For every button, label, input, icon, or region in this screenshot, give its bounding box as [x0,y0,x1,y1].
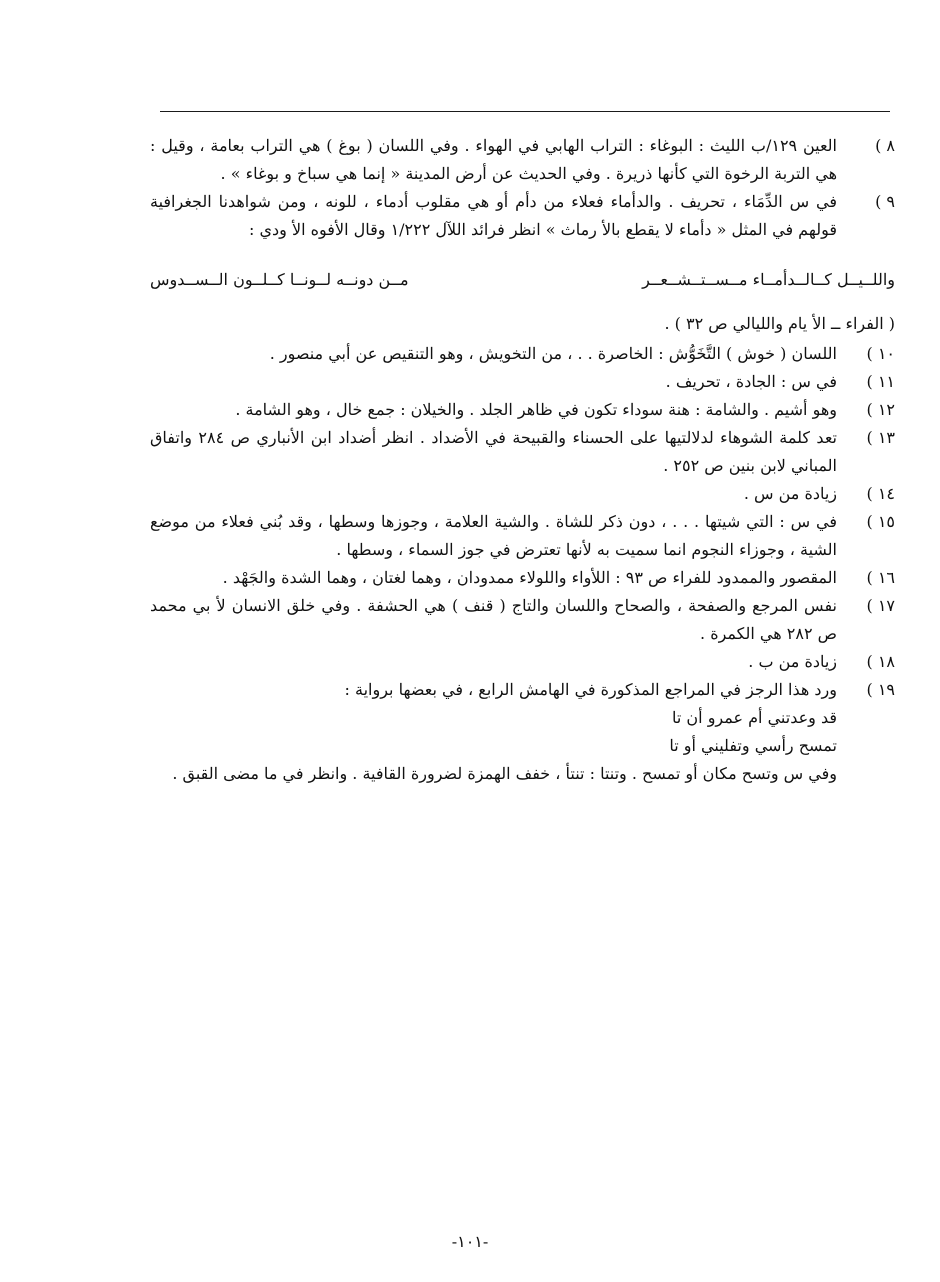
footnote-number: ١٠ ) [866,344,895,363]
footnote-text: في س : الجادة ، تحريف . [665,372,837,391]
footnote [150,424,895,480]
footnote-number: ١١ ) [866,372,895,391]
footnote-number: ١٥ ) [866,512,895,531]
footnote-text: العين ١٢٩/ب الليث : البوغاء : التراب الهابي في الهواء . وفي اللسان ( بوغ ) هي التراب بعامة ، وقيل : هي التربة الرخوة التي كأنها ذريرة . وفي الحديث عن أرض المدينة « إنما هي سباخ و بوغاء » . [150,136,838,183]
footnote-text: ورد هذا الرجز في المراجع المذكورة في الهامش الرابع ، في بعضها برواية : [344,680,837,699]
footnote [150,508,895,564]
footnote-number: ١٨ ) [866,652,895,671]
footnote [150,188,895,244]
verse-hemistich-first: واللــيــل كــالــدأمــاء مــســتــشــعــر [642,270,895,289]
footnote [150,564,895,592]
header-rule [160,111,890,112]
footnote-number: ١٣ ) [866,428,895,447]
footnote [150,132,895,188]
footnote-text: في س : التي شيتها . . . ، دون ذكر للشاة . والشية العلامة ، وجوزها وسطها ، وقد بُني فعلاء من موضع الشية ، وجوزاء النجوم انما سميت به لأنها تعترض في جوز السماء ، وسطها . [150,512,837,559]
footnote-text: في س الدِّمَاء ، تحريف . والدأماء فعلاء من دأم أو هي مقلوب أدماء ، للونه ، ومن شواهدنا الجغرافية قولهم في المثل « دأماء لا يقطع بالأ رماث » انظر فرائد اللآل ١/٢٢٢ وقال الأفوه الأ ودي : [150,192,837,239]
footnote-text: وهو أشيم . والشامة : هنة سوداء تكون في ظاهر الجلد . والخيلان : جمع خال ، وهو الشامة . [235,400,837,419]
footnote [150,396,895,424]
footnotes [150,132,895,788]
verse [150,266,895,294]
footnote [150,592,895,648]
footnote-text: اللسان ( خوش ) التَّخَوُّش : الخاصرة . . ، من التخويش ، وهو التنقيص عن أبي منصور . [269,344,837,363]
footnote-number: ١٤ ) [866,484,895,503]
footnote-text: المقصور والممدود للفراء ص ٩٣ : اللأواء واللولاء ممدودان ، وهما لغتان ، وهما الشدة والجَهْد . [222,568,837,587]
footnote-text: تعد كلمة الشوهاء لدلالتيها على الحسناء والقبيحة في الأضداد . انظر أضداد ابن الأنباري ص ٢٨٤ واتفاق المباني لابن بنين ص ٢٥٢ . [150,428,838,475]
footnote [150,368,895,396]
footnote [150,648,895,676]
footnote-text: زيادة من س . [743,484,837,503]
page-number: -١٠١- [451,1232,489,1251]
footnote [150,676,895,704]
verse-source: ( الفراء ــ الأ يام والليالي ص ٣٢ ) . [664,314,895,333]
footnote [150,480,895,508]
rajaz-poem [150,704,895,760]
footnote [150,340,895,368]
verse-hemistich-second: مــن دونــه لــونــا كــلــون الــســدوس [150,270,409,289]
footnote-text: نفس المرجع والصفحة ، والصحاح واللسان والتاج ( قنف ) هي الحشفة . وفي خلق الانسان لأ بي محمد ص ٢٨٢ هي الكمرة . [150,596,837,643]
closing-note: وفي س وتسح مكان أو تمسح . وتنتا : تنتأ ، خفف الهمزة لضرورة القافية . وانظر في ما مضى القبق . [172,764,837,783]
poem-line: تمسح رأسي وتفليني أو تا [669,736,837,755]
footnote-text: زيادة من ب . [748,652,837,671]
poem-line: قد وعدتني أم عمرو أن تا [672,708,837,727]
footnote-number: ١٩ ) [866,680,895,699]
footnote-number: ١٦ ) [866,568,895,587]
footnote-number: ١٧ ) [866,596,895,615]
footnote-number: ٨ ) [875,136,895,155]
footnote-number: ١٢ ) [866,400,895,419]
footnote-number: ٩ ) [875,192,895,211]
